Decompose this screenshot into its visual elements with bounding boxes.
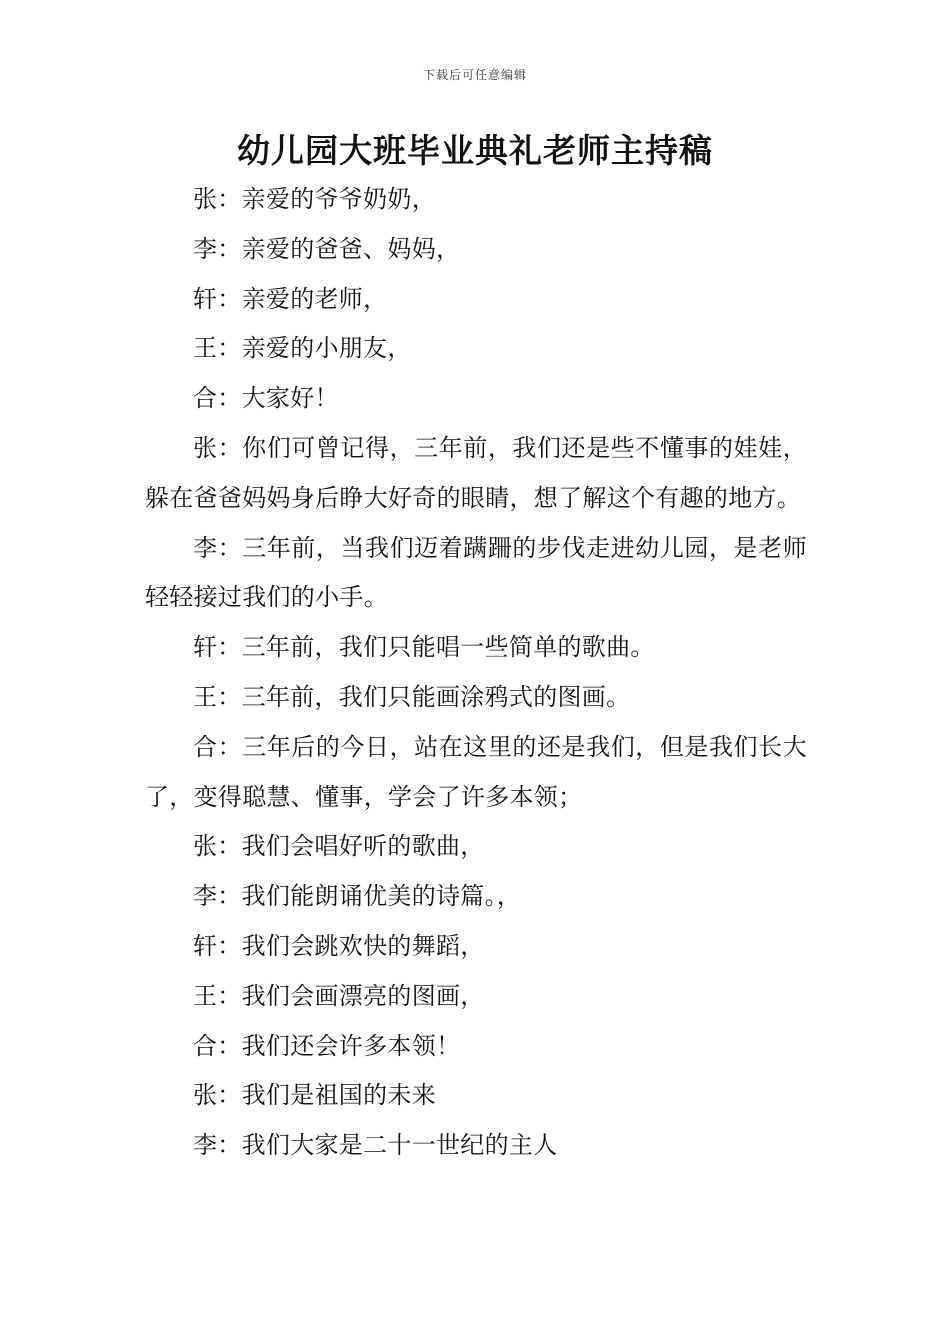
header-note: 下载后可任意编辑 — [422, 68, 527, 82]
paragraph-5: 合：大家好！ — [193, 384, 339, 413]
document-body — [145, 175, 807, 1171]
paragraph-14: 王：我们会画漂亮的图画， — [193, 981, 485, 1010]
paragraph-11: 张：我们会唱好听的歌曲， — [193, 832, 485, 861]
paragraph-15: 合：我们还会许多本领！ — [193, 1031, 461, 1060]
paragraph-4: 王：亲爱的小朋友， — [193, 334, 412, 363]
paragraph-3: 轩：亲爱的老师， — [193, 284, 388, 313]
paragraph-8: 轩：三年前，我们只能唱一些简单的歌曲。 — [193, 633, 655, 662]
paragraph-7: 李：三年前，当我们迈着蹒跚的步伐走进幼儿园，是老师轻轻接过我们的小手。 — [145, 533, 807, 612]
paragraph-12: 李：我们能朗诵优美的诗篇。， — [193, 882, 522, 911]
paragraph-10: 合：三年后的今日，站在这里的还是我们，但是我们长大了，变得聪慧、懂事，学会了许多本领； — [145, 732, 807, 811]
document-title: 幼儿园大班毕业典礼老师主持稿 — [237, 131, 713, 170]
paragraph-13: 轩：我们会跳欢快的舞蹈， — [193, 931, 485, 960]
paragraph-9: 王：三年前，我们只能画涂鸦式的图画。 — [193, 682, 631, 711]
paragraph-2: 李：亲爱的爸爸、妈妈， — [193, 234, 461, 263]
paragraph-6: 张：你们可曾记得，三年前，我们还是些不懂事的娃娃，躲在爸爸妈妈身后睁大好奇的眼睛，想了解这个有趣的地方。 — [145, 433, 807, 512]
paragraph-17: 李：我们大家是二十一世纪的主人 — [193, 1131, 558, 1160]
paragraph-16: 张：我们是祖国的未来 — [193, 1081, 436, 1110]
paragraph-1: 张：亲爱的爷爷奶奶， — [193, 185, 436, 213]
